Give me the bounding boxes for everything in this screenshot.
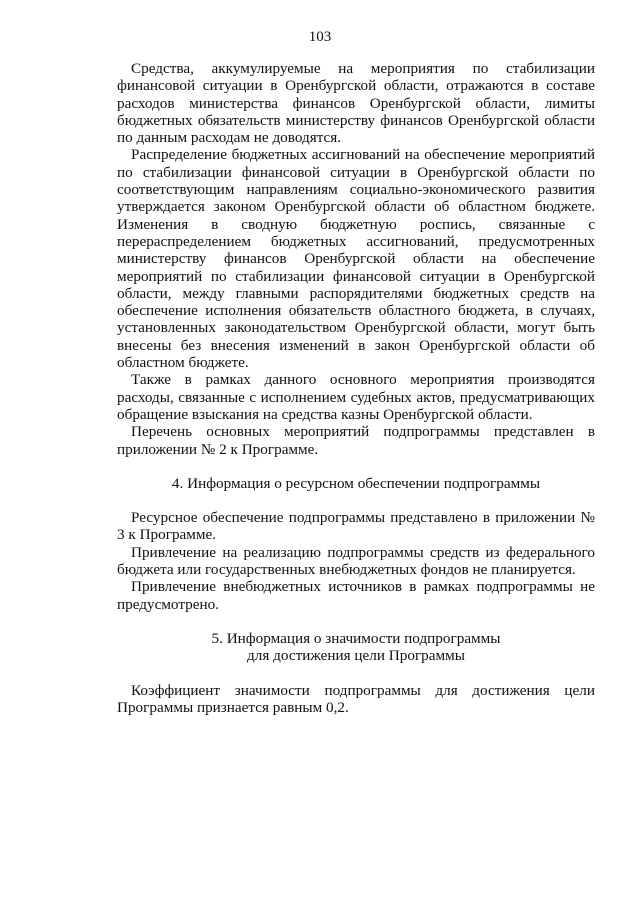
paragraph-resource-appendix: Ресурсное обеспечение подпрограммы представлено в приложении № 3 к Программе. [117,509,595,544]
section-resource-provision [117,475,595,613]
paragraph-budget-distribution: Распределение бюджетных ассигнований на обеспечение мероприятий по стабилизации финансовой ситуации в Оренбургской области по соответствующим направлениям социально-экономического развития утверждается законом Оренбургской области об областном бюджете. Изменения в сводную бюджетную роспись, связанные с перераспределением бюджетных ассигнований, предусмотренных министерству финансов Оренбургской области на обеспечение мероприятий по стабилизации финансовой ситуации в Оренбургской области, между главными распорядителями бюджетных средств на обеспечение исполнения обязательств областного бюджета, в случаях, установленных законодательством Оренбургской области, могут быть внесены без внесения изменений в закон Оренбургской области об областном бюджете. [117,146,595,372]
paragraph-significance-coefficient: Коэффициент значимости подпрограммы для достижения цели Программы признается равным 0,2. [117,681,595,716]
section-heading-line: 5. Информация о значимости подпрограммы [211,629,501,647]
section-heading-line: для достижения цели Программы [247,647,465,665]
paragraph-court-acts-expenses: Также в рамках данного основного мероприятия производятся расходы, связанные с исполнением судебных актов, предусматривающих обращение взыскания на средства казны Оренбургской области. [117,371,595,423]
paragraph-main-activities-list: Перечень основных мероприятий подпрограммы представлен в приложении № 2 к Программе. [117,423,595,458]
paragraph-funds-accumulation: Средства, аккумулируемые на мероприятия по стабилизации финансовой ситуации в Оренбургской области, отражаются в составе расходов министерства финансов Оренбургской области, лимиты бюджетных обязательств министерству финансов Оренбургской области по данным расходам не доводятся. [117,60,595,147]
section-significance [117,630,595,716]
section-heading-resources [117,475,595,492]
paragraph-federal-funds: Привлечение на реализацию подпрограммы средств из федерального бюджета или государственных внебюджетных фондов не планируется. [117,543,595,579]
paragraph-extrabudgetary-sources: Привлечение внебюджетных источников в рамках подпрограммы не предусмотрено. [117,578,595,613]
page-number: 103 [308,29,332,45]
document-body [117,60,595,716]
section-heading-line: 4. Информация о ресурсном обеспечении подпрограммы [171,474,541,492]
intro-section [117,60,595,458]
section-heading-significance [117,630,595,665]
